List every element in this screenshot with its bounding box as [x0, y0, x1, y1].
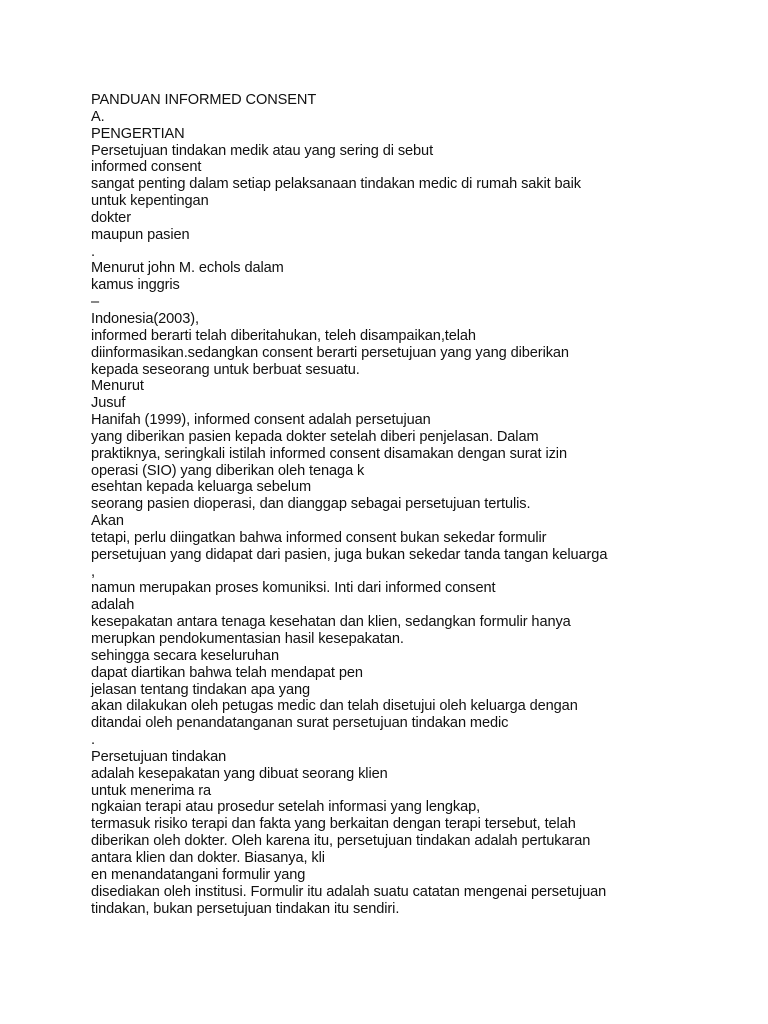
text-line: tindakan, bukan persetujuan tindakan itu sendiri.	[91, 900, 400, 917]
text-line: termasuk risiko terapi dan fakta yang berkaitan dengan terapi tersebut, telah	[91, 816, 576, 833]
text-line: namun merupakan proses komuniksi. Inti dari informed consent	[91, 580, 496, 597]
document-page	[91, 92, 741, 917]
text-line: antara klien dan dokter. Biasanya, kli	[91, 849, 325, 866]
text-line: esehtan kepada keluarga sebelum	[91, 479, 312, 496]
text-line: ,	[91, 563, 95, 580]
text-line: maupun pasien	[91, 226, 190, 243]
text-line: akan dilakukan oleh petugas medic dan telah disetujui oleh keluarga dengan	[91, 698, 578, 715]
text-line: .	[91, 732, 95, 749]
text-line: Akan	[91, 513, 124, 530]
text-line: en menandatangani formulir yang	[91, 866, 306, 883]
text-line: adalah	[91, 597, 135, 614]
text-line: praktiknya, seringkali istilah informed consent disamakan dengan surat izin	[91, 445, 567, 462]
text-line: diberikan oleh dokter. Oleh karena itu, persetujuan tindakan adalah pertukaran	[91, 833, 591, 850]
text-line: kepada seseorang untuk berbuat sesuatu.	[91, 361, 360, 378]
text-line: operasi (SIO) yang diberikan oleh tenaga k	[91, 462, 365, 479]
text-line: jelasan tentang tindakan apa yang	[91, 681, 311, 698]
text-line: dokter	[91, 209, 131, 226]
text-line: persetujuan yang didapat dari pasien, juga bukan sekedar tanda tangan keluarga	[91, 546, 608, 563]
text-line: ditandai oleh penandatanganan surat persetujuan tindakan medic	[91, 715, 509, 732]
text-line: kamus inggris	[91, 277, 180, 294]
text-line: disediakan oleh institusi. Formulir itu adalah suatu catatan mengenai persetujuan	[91, 883, 607, 900]
text-line: .	[91, 243, 95, 260]
text-line: sangat penting dalam setiap pelaksanaan tindakan medic di rumah sakit baik	[91, 176, 581, 193]
text-line: adalah kesepakatan yang dibuat seorang klien	[91, 765, 388, 782]
text-line: untuk menerima ra	[91, 782, 211, 799]
text-line: –	[91, 294, 100, 311]
text-line: diinformasikan.sedangkan consent berarti persetujuan yang yang diberikan	[91, 344, 569, 361]
text-line: untuk kepentingan	[91, 193, 209, 210]
text-line: merupkan pendokumentasian hasil kesepakatan.	[91, 631, 404, 647]
document-title: PANDUAN INFORMED CONSENT	[91, 92, 317, 108]
text-line: Hanifah (1999), informed consent adalah persetujuan	[91, 412, 431, 429]
text-line: A.	[91, 108, 105, 125]
text-line: informed consent	[91, 159, 202, 176]
text-line: Persetujuan tindakan medik atau yang sering di sebut	[91, 142, 434, 159]
text-line: informed berarti telah diberitahukan, teleh disampaikan,telah	[91, 327, 476, 344]
text-line: Menurut	[91, 378, 144, 395]
text-line: Indonesia(2003),	[91, 310, 199, 327]
text-line: dapat diartikan bahwa telah mendapat pen	[91, 664, 363, 681]
text-line: tetapi, perlu diingatkan bahwa informed consent bukan sekedar formulir	[91, 529, 547, 546]
text-line: Menurut john M. echols dalam	[91, 260, 284, 277]
text-line: Persetujuan tindakan	[91, 748, 227, 765]
text-line: sehingga secara keseluruhan	[91, 647, 279, 664]
text-line: seorang pasien dioperasi, dan dianggap sebagai persetujuan tertulis.	[91, 496, 531, 513]
section-heading: PENGERTIAN	[91, 125, 185, 142]
text-line: Jusuf	[91, 395, 126, 412]
text-line: yang diberikan pasien kepada dokter setelah diberi penjelasan. Dalam	[91, 428, 539, 445]
text-line: ngkaian terapi atau prosedur setelah informasi yang lengkap,	[91, 799, 481, 816]
text-line: kesepakatan antara tenaga kesehatan dan klien, sedangkan formulir hanya	[91, 614, 571, 631]
